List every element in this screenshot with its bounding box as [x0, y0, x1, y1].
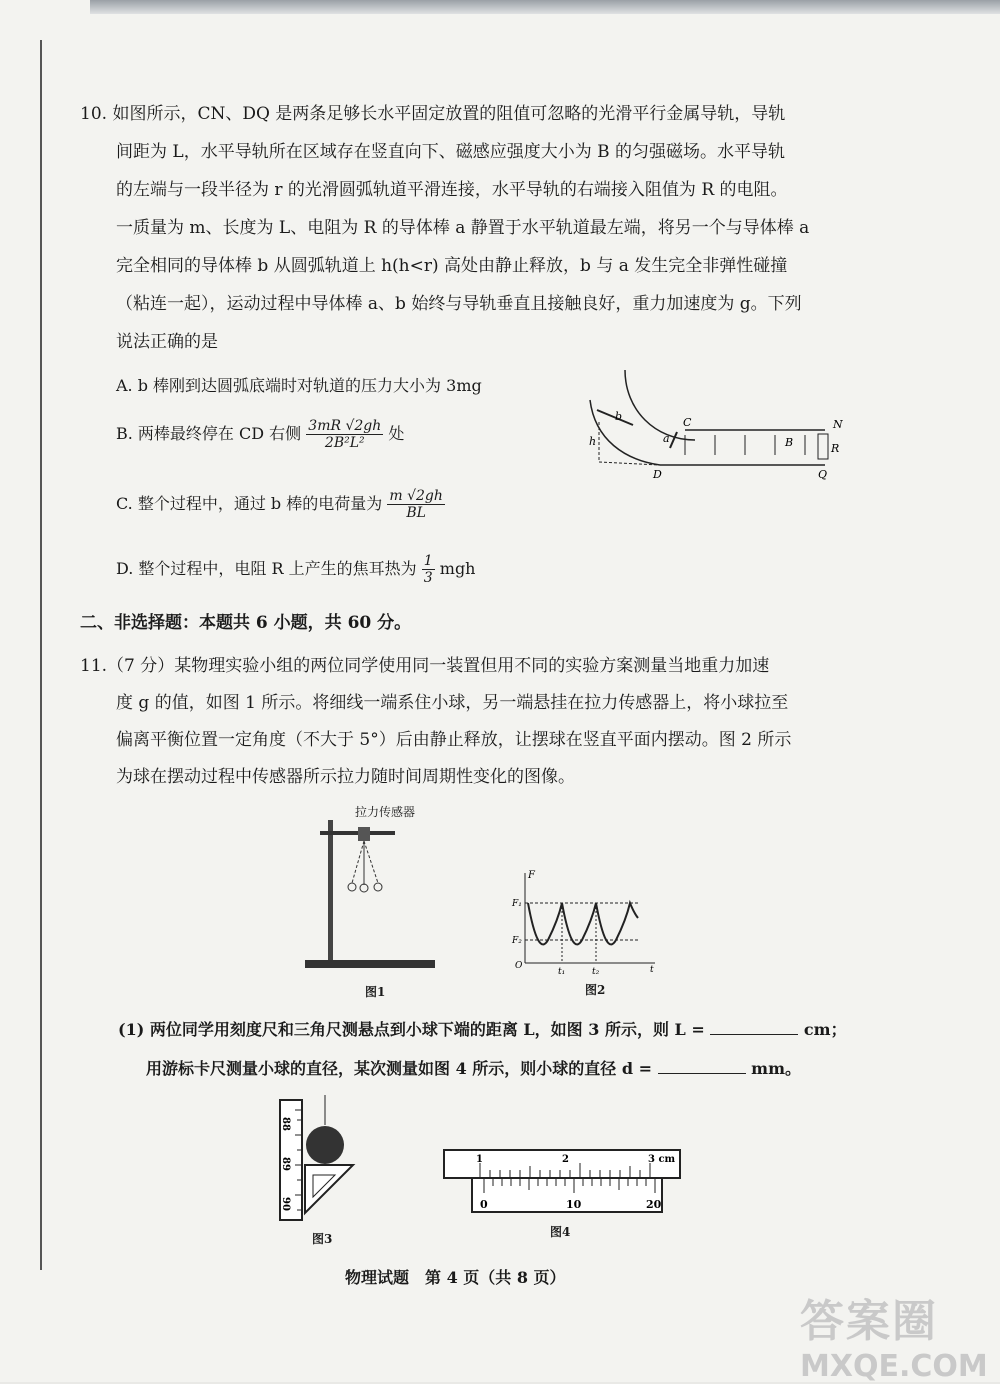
q10-line: 间距为 L，水平导轨所在区域存在竖直向下、磁感应强度大小为 B 的匀强磁场。水平导轨 [116, 142, 785, 162]
watermark-logo-text: 答案圈 [800, 1296, 938, 1347]
q11-line: 11.（7 分）某物理实验小组的两位同学使用同一装置但用不同的实验方案测量当地重力加速 [80, 656, 770, 676]
label-q: Q [818, 468, 828, 481]
main-tick-1: 1 [476, 1154, 483, 1165]
fig3-ruler-measurement [275, 1095, 365, 1225]
string-right [364, 841, 378, 883]
ball-left [348, 883, 356, 891]
subquestion-1b [146, 1056, 801, 1079]
stand-base [305, 960, 435, 968]
ball-fig3 [306, 1126, 344, 1164]
q11-line: 度 g 的值，如图 1 所示。将细线一端系住小球，另一端悬挂在拉力传感器上，将小球拉至 [116, 693, 789, 713]
question-10 [80, 95, 809, 361]
label-c: C [683, 416, 692, 429]
sensor-box [358, 827, 370, 841]
vernier-tick-10: 10 [566, 1198, 582, 1211]
label-field-b: B [785, 436, 794, 449]
string-left [352, 841, 364, 883]
tick-90: 90 [280, 1197, 291, 1211]
fig4-vernier-caliper [442, 1148, 682, 1218]
fraction-denominator: BL [406, 505, 426, 521]
option-d-suffix: mgh [439, 559, 476, 578]
option-d [116, 553, 475, 586]
page-footer: 物理试题 第 4 页（共 8 页） [345, 1268, 566, 1287]
option-b-text: B. 两棒最终停在 CD 右侧 [116, 424, 302, 443]
subquestion-1a [118, 1017, 847, 1040]
q10-line: 完全相同的导体棒 b 从圆弧轨道上 h(h<r) 高处由静止释放，b 与 a 发生完全非弹性碰撞 [116, 256, 788, 276]
watermark [800, 1285, 988, 1384]
answer-blank-d[interactable] [658, 1059, 746, 1074]
label-b: b [615, 410, 623, 423]
option-a: A. b 棒刚到达圆弧底端时对轨道的压力大小为 3mg [116, 376, 482, 395]
label-t1: t₁ [558, 967, 566, 977]
fig1-caption: 图1 [365, 985, 386, 999]
arc-track [625, 370, 695, 440]
option-d-fraction [422, 553, 435, 586]
option-b-suffix: 处 [388, 424, 405, 443]
stand-pole [328, 820, 333, 960]
fraction-denominator: 2B²L² [324, 435, 365, 451]
option-c [116, 488, 445, 521]
label-f1: F₁ [512, 899, 522, 909]
question-11 [80, 648, 791, 796]
watermark-url: MXQE.COM [800, 1349, 988, 1384]
scan-top-edge [90, 0, 1000, 14]
label-n: N [833, 418, 843, 431]
q10-line: 10. 如图所示，CN、DQ 是两条足够长水平固定放置的阻值可忽略的光滑平行金属导轨，导轨 [80, 104, 786, 124]
fig3-caption: 图3 [312, 1232, 333, 1246]
ball [360, 884, 368, 892]
rod-a [670, 432, 677, 448]
option-b-fraction [306, 418, 383, 451]
margin-line [40, 40, 42, 1270]
ball-right [374, 883, 382, 891]
unit-mm: mm。 [751, 1059, 802, 1078]
fraction-numerator: 1 [423, 553, 433, 569]
vernier-tick-20: 20 [646, 1198, 662, 1211]
fig4-caption: 图4 [550, 1225, 571, 1239]
q11-line: 偏离平衡位置一定角度（不大于 5°）后由静止释放，让摆球在竖直平面内摆动。图 2 所示 [116, 730, 792, 750]
fig1-pendulum-apparatus [300, 815, 440, 975]
fraction-denominator: 3 [423, 570, 433, 586]
fig1-sensor-label: 拉力传感器 [355, 805, 416, 819]
option-c-fraction [387, 488, 445, 521]
option-c-text: C. 整个过程中，通过 b 棒的电荷量为 [116, 494, 383, 513]
arc-track-outer [590, 400, 660, 465]
resistor-r [818, 434, 828, 459]
q10-line: （粘连一起），运动过程中导体棒 a、b 始终与导轨垂直且接触良好，重力加速度为 g。下列 [116, 294, 802, 314]
label-o: O [515, 961, 523, 971]
label-f: F [528, 870, 535, 881]
label-h: h [589, 435, 597, 448]
subquestion-1b-text: 用游标卡尺测量小球的直径，某次测量如图 4 所示，则小球的直径 d = [146, 1059, 653, 1078]
option-d-text: D. 整个过程中，电阻 R 上产生的焦耳热为 [116, 559, 417, 578]
q10-line: 一质量为 m、长度为 L、电阻为 R 的导体棒 a 静置于水平轨道最左端，将另一个与导体棒 a [116, 218, 810, 238]
q11-line: 为球在摆动过程中传感器所示拉力随时间周期性变化的图像。 [116, 767, 575, 787]
label-r: R [831, 442, 840, 455]
triangle-ruler [305, 1165, 353, 1213]
fig2-caption: 图2 [585, 983, 606, 997]
label-a: a [663, 432, 670, 445]
main-tick-3: 3 cm [648, 1154, 676, 1165]
fig2-force-time-graph [510, 868, 660, 978]
fraction-numerator: m √2gh [389, 488, 443, 504]
q10-rail-diagram [585, 370, 845, 485]
section-heading: 二、非选择题：本题共 6 小题，共 60 分。 [80, 613, 412, 633]
label-f2: F₂ [512, 936, 522, 946]
main-tick-2: 2 [562, 1154, 569, 1165]
label-t: t [650, 965, 654, 975]
q10-line: 说法正确的是 [116, 332, 218, 352]
vernier-tick-0: 0 [480, 1198, 488, 1211]
label-d: D [653, 468, 662, 481]
fraction-numerator: 3mR √2gh [308, 418, 382, 434]
subquestion-1a-text: (1) 两位同学用刻度尺和三角尺测悬点到小球下端的距离 L，如图 3 所示，则 L = [118, 1020, 705, 1039]
tick-88: 88 [280, 1117, 291, 1131]
answer-blank-l[interactable] [710, 1020, 798, 1035]
force-curve [528, 903, 638, 944]
unit-cm: cm； [803, 1020, 847, 1039]
tick-89: 89 [280, 1157, 291, 1171]
label-t2: t₂ [592, 967, 600, 977]
option-b [116, 418, 404, 451]
q10-line: 的左端与一段半径为 r 的光滑圆弧轨道平滑连接，水平导轨的右端接入阻值为 R 的电阻。 [116, 180, 788, 200]
